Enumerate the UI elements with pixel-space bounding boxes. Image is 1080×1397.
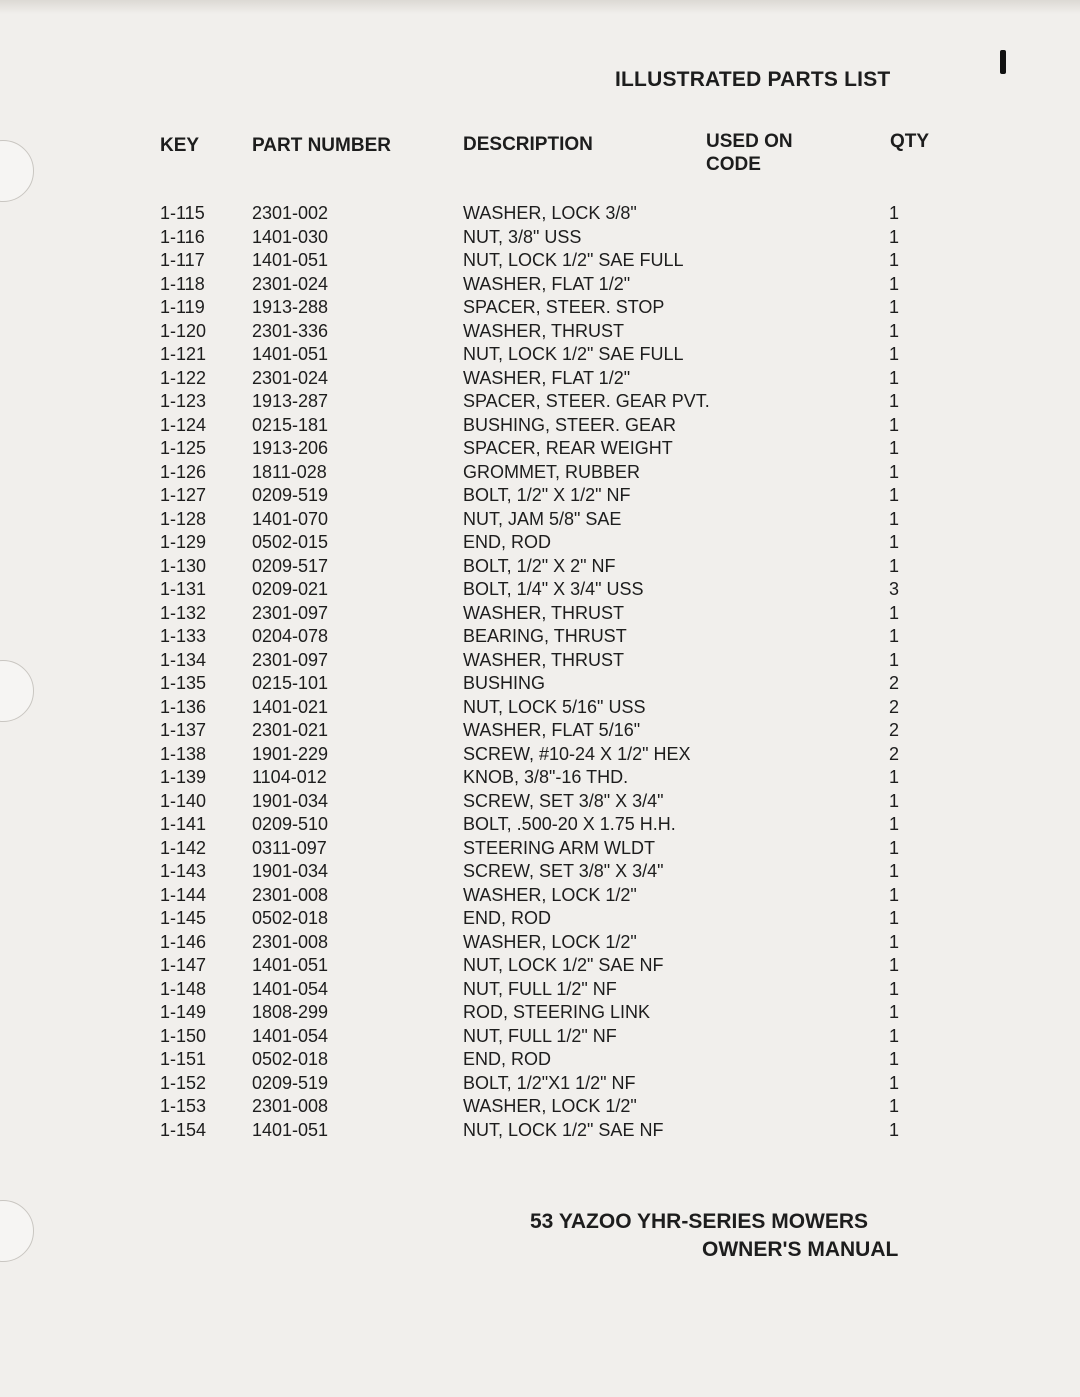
part-key: 1-124	[160, 414, 207, 435]
part-key: 1-120	[160, 320, 207, 341]
part-qty: 1	[889, 203, 900, 223]
table-row	[0, 602, 1080, 626]
part-key: 1-133	[160, 626, 207, 646]
table-row	[0, 226, 1080, 250]
part-description: END, ROD	[463, 1049, 552, 1069]
part-number: 1401-070	[252, 508, 329, 529]
part-number: 2301-024	[252, 273, 329, 294]
part-number: 1811-028	[252, 461, 327, 482]
part-qty: 1	[889, 461, 900, 482]
part-number: 2301-021	[252, 720, 329, 740]
part-key: 1-131	[160, 579, 207, 599]
part-number: 1913-288	[252, 297, 329, 317]
part-key: 1-128	[160, 508, 207, 529]
table-row	[0, 766, 1080, 790]
part-description: NUT, JAM 5/8" SAE	[463, 508, 622, 529]
table-row	[0, 1119, 1080, 1143]
part-key: 1-141	[160, 814, 207, 834]
part-description: WASHER, LOCK 1/2"	[463, 1096, 637, 1116]
part-key: 1-140	[160, 790, 207, 811]
part-number: 0215-101	[252, 673, 329, 693]
part-description: WASHER, FLAT 1/2"	[463, 367, 631, 388]
part-number: 1401-051	[252, 955, 329, 975]
part-key: 1-129	[160, 532, 207, 552]
part-qty: 1	[889, 649, 900, 670]
part-qty: 1	[889, 908, 900, 928]
part-description: WASHER, FLAT 5/16"	[463, 720, 641, 740]
part-number: 1913-287	[252, 391, 329, 411]
table-row	[0, 343, 1080, 367]
part-number: 2301-097	[252, 649, 329, 670]
part-qty: 1	[889, 555, 900, 576]
part-qty: 1	[889, 626, 900, 646]
table-row	[0, 461, 1080, 485]
part-description: STEERING ARM WLDT	[463, 837, 656, 858]
part-description: BOLT, 1/4" X 3/4" USS	[463, 579, 644, 599]
part-number: 1401-054	[252, 1025, 329, 1046]
part-number: 0204-078	[252, 626, 329, 646]
table-row	[0, 719, 1080, 743]
part-description: SCREW, SET 3/8" X 3/4"	[463, 861, 664, 881]
part-key: 1-148	[160, 978, 207, 999]
part-qty: 1	[889, 837, 900, 858]
part-qty: 1	[889, 226, 900, 247]
part-key: 1-144	[160, 884, 207, 905]
part-number: 2301-024	[252, 367, 329, 388]
part-qty: 2	[889, 673, 900, 693]
table-row	[0, 625, 1080, 649]
part-description: WASHER, THRUST	[463, 602, 625, 623]
table-row	[0, 1001, 1080, 1025]
table-row	[0, 884, 1080, 908]
part-qty: 1	[889, 250, 900, 270]
part-qty: 1	[889, 767, 900, 787]
part-description: SPACER, STEER. GEAR PVT.	[463, 391, 710, 411]
part-description: SPACER, STEER. STOP	[463, 297, 665, 317]
part-key: 1-149	[160, 1002, 207, 1022]
part-description: WASHER, THRUST	[463, 320, 625, 341]
part-key: 1-153	[160, 1096, 207, 1116]
table-row	[0, 390, 1080, 414]
page-top-edge	[0, 0, 1080, 14]
part-qty: 1	[889, 955, 900, 975]
footer-manual-title: 53 YAZOO YHR-SERIES MOWERS	[530, 1210, 869, 1233]
part-qty: 1	[889, 884, 900, 905]
part-description: BUSHING	[463, 673, 546, 693]
part-number: 1901-229	[252, 743, 329, 764]
part-description: NUT, LOCK 1/2" SAE NF	[463, 955, 664, 975]
part-qty: 1	[889, 861, 900, 881]
part-key: 1-119	[160, 297, 205, 317]
part-qty: 1	[889, 790, 900, 811]
table-row	[0, 1048, 1080, 1072]
table-row	[0, 273, 1080, 297]
part-key: 1-143	[160, 861, 207, 881]
part-qty: 1	[889, 978, 900, 999]
part-number: 2301-008	[252, 884, 329, 905]
table-row	[0, 555, 1080, 579]
part-number: 1901-034	[252, 861, 329, 881]
part-number: 0209-510	[252, 814, 329, 834]
part-key: 1-150	[160, 1025, 207, 1046]
part-description: BOLT, 1/2" X 1/2" NF	[463, 485, 631, 505]
parts-table	[0, 202, 1080, 1142]
part-key: 1-152	[160, 1072, 207, 1093]
part-qty: 1	[889, 320, 900, 341]
table-row	[0, 931, 1080, 955]
table-row	[0, 954, 1080, 978]
part-qty: 1	[889, 344, 900, 364]
part-description: NUT, LOCK 1/2" SAE FULL	[463, 344, 684, 364]
table-row	[0, 202, 1080, 226]
table-row	[0, 907, 1080, 931]
part-description: ROD, STEERING LINK	[463, 1002, 651, 1022]
column-header-part-number: PART NUMBER	[252, 135, 391, 156]
table-row	[0, 249, 1080, 273]
footer-manual-subtitle: OWNER'S MANUAL	[702, 1238, 899, 1261]
part-key: 1-137	[160, 720, 207, 740]
part-number: 1808-299	[252, 1002, 329, 1022]
part-description: WASHER, FLAT 1/2"	[463, 273, 631, 294]
part-key: 1-118	[160, 273, 205, 294]
table-row	[0, 414, 1080, 438]
column-header-key: KEY	[160, 135, 200, 156]
part-number: 0209-519	[252, 1072, 329, 1093]
table-row	[0, 484, 1080, 508]
part-key: 1-130	[160, 555, 207, 576]
part-description: NUT, FULL 1/2" NF	[463, 1025, 617, 1046]
part-qty: 1	[889, 391, 900, 411]
part-number: 1913-206	[252, 438, 329, 458]
table-row	[0, 531, 1080, 555]
part-key: 1-126	[160, 461, 207, 482]
part-description: SPACER, REAR WEIGHT	[463, 438, 673, 458]
part-qty: 1	[889, 602, 900, 623]
part-key: 1-134	[160, 649, 207, 670]
part-number: 1104-012	[252, 767, 327, 787]
part-key: 1-146	[160, 931, 207, 952]
part-description: BOLT, 1/2" X 2" NF	[463, 555, 616, 576]
part-number: 1901-034	[252, 790, 329, 811]
part-key: 1-116	[160, 226, 205, 247]
part-qty: 2	[889, 696, 900, 717]
part-description: WASHER, LOCK 1/2"	[463, 931, 637, 952]
part-qty: 1	[889, 1002, 900, 1022]
part-description: SCREW, #10-24 X 1/2" HEX	[463, 743, 691, 764]
part-description: BOLT, 1/2"X1 1/2" NF	[463, 1072, 636, 1093]
part-qty: 1	[889, 297, 900, 317]
part-key: 1-147	[160, 955, 207, 975]
table-row	[0, 367, 1080, 391]
part-description: NUT, LOCK 1/2" SAE NF	[463, 1119, 664, 1140]
part-key: 1-132	[160, 602, 207, 623]
part-description: WASHER, LOCK 1/2"	[463, 884, 637, 905]
part-key: 1-154	[160, 1119, 207, 1140]
part-qty: 1	[889, 485, 900, 505]
part-number: 2301-097	[252, 602, 329, 623]
part-key: 1-138	[160, 743, 207, 764]
part-number: 2301-008	[252, 931, 329, 952]
part-description: NUT, FULL 1/2" NF	[463, 978, 617, 999]
part-key: 1-145	[160, 908, 207, 928]
table-row	[0, 790, 1080, 814]
table-row	[0, 649, 1080, 673]
part-qty: 1	[889, 1096, 900, 1116]
part-key: 1-125	[160, 438, 207, 458]
part-qty: 1	[889, 273, 900, 294]
part-qty: 1	[889, 1072, 900, 1093]
part-description: NUT, LOCK 5/16" USS	[463, 696, 646, 717]
part-description: BEARING, THRUST	[463, 626, 627, 646]
page-title: ILLUSTRATED PARTS LIST	[615, 68, 891, 91]
part-description: NUT, LOCK 1/2" SAE FULL	[463, 250, 684, 270]
part-key: 1-115	[160, 203, 205, 223]
part-number: 1401-021	[252, 696, 329, 717]
part-key: 1-121	[160, 344, 207, 364]
table-row	[0, 437, 1080, 461]
part-key: 1-139	[160, 767, 207, 787]
table-row	[0, 696, 1080, 720]
part-qty: 1	[889, 814, 900, 834]
part-number: 1401-054	[252, 978, 329, 999]
part-description: KNOB, 3/8"-16 THD.	[463, 767, 629, 787]
part-number: 0209-519	[252, 485, 329, 505]
part-qty: 1	[889, 414, 900, 435]
part-key: 1-122	[160, 367, 207, 388]
part-number: 1401-030	[252, 226, 329, 247]
part-number: 0209-021	[252, 579, 329, 599]
part-qty: 1	[889, 1049, 900, 1069]
punch-hole	[0, 140, 34, 202]
table-row	[0, 743, 1080, 767]
part-number: 0502-018	[252, 1049, 329, 1069]
part-qty: 1	[889, 438, 900, 458]
part-qty: 1	[889, 931, 900, 952]
table-row	[0, 1072, 1080, 1096]
column-header-qty: QTY	[890, 131, 930, 152]
part-number: 2301-008	[252, 1096, 329, 1116]
part-qty: 1	[889, 508, 900, 529]
part-description: BUSHING, STEER. GEAR	[463, 414, 677, 435]
binder-clip-mark	[1000, 50, 1006, 74]
part-number: 0215-181	[252, 414, 329, 435]
part-qty: 2	[889, 743, 900, 764]
part-number: 1401-051	[252, 250, 329, 270]
part-description: GROMMET, RUBBER	[463, 461, 641, 482]
part-number: 1401-051	[252, 1119, 329, 1140]
part-description: WASHER, LOCK 3/8"	[463, 203, 637, 223]
part-qty: 1	[889, 367, 900, 388]
part-number: 0311-097	[252, 837, 327, 858]
part-qty: 1	[889, 1025, 900, 1046]
part-number: 2301-002	[252, 203, 329, 223]
part-qty: 2	[889, 720, 900, 740]
part-qty: 3	[889, 579, 900, 599]
part-description: WASHER, THRUST	[463, 649, 625, 670]
part-description: SCREW, SET 3/8" X 3/4"	[463, 790, 664, 811]
part-number: 0502-015	[252, 532, 329, 552]
table-row	[0, 1095, 1080, 1119]
part-number: 0209-517	[252, 555, 329, 576]
part-description: BOLT, .500-20 X 1.75 H.H.	[463, 814, 676, 834]
table-row	[0, 578, 1080, 602]
table-row	[0, 860, 1080, 884]
part-key: 1-135	[160, 673, 207, 693]
table-row	[0, 672, 1080, 696]
part-number: 1401-051	[252, 344, 329, 364]
part-key: 1-123	[160, 391, 207, 411]
part-key: 1-142	[160, 837, 207, 858]
part-qty: 1	[889, 532, 900, 552]
table-row	[0, 837, 1080, 861]
table-row	[0, 978, 1080, 1002]
punch-hole	[0, 1200, 34, 1262]
table-row	[0, 320, 1080, 344]
part-key: 1-127	[160, 485, 207, 505]
part-number: 2301-336	[252, 320, 329, 341]
part-number: 0502-018	[252, 908, 329, 928]
table-row	[0, 813, 1080, 837]
part-description: END, ROD	[463, 908, 552, 928]
part-key: 1-151	[160, 1049, 207, 1069]
table-row	[0, 508, 1080, 532]
part-key: 1-136	[160, 696, 207, 717]
part-description: END, ROD	[463, 532, 552, 552]
table-row	[0, 1025, 1080, 1049]
part-qty: 1	[889, 1119, 900, 1140]
part-description: NUT, 3/8" USS	[463, 226, 582, 247]
column-header-description: DESCRIPTION	[463, 134, 593, 155]
part-key: 1-117	[160, 250, 205, 270]
table-row	[0, 296, 1080, 320]
column-header-used-on-code: USED ON CODE	[706, 131, 793, 175]
